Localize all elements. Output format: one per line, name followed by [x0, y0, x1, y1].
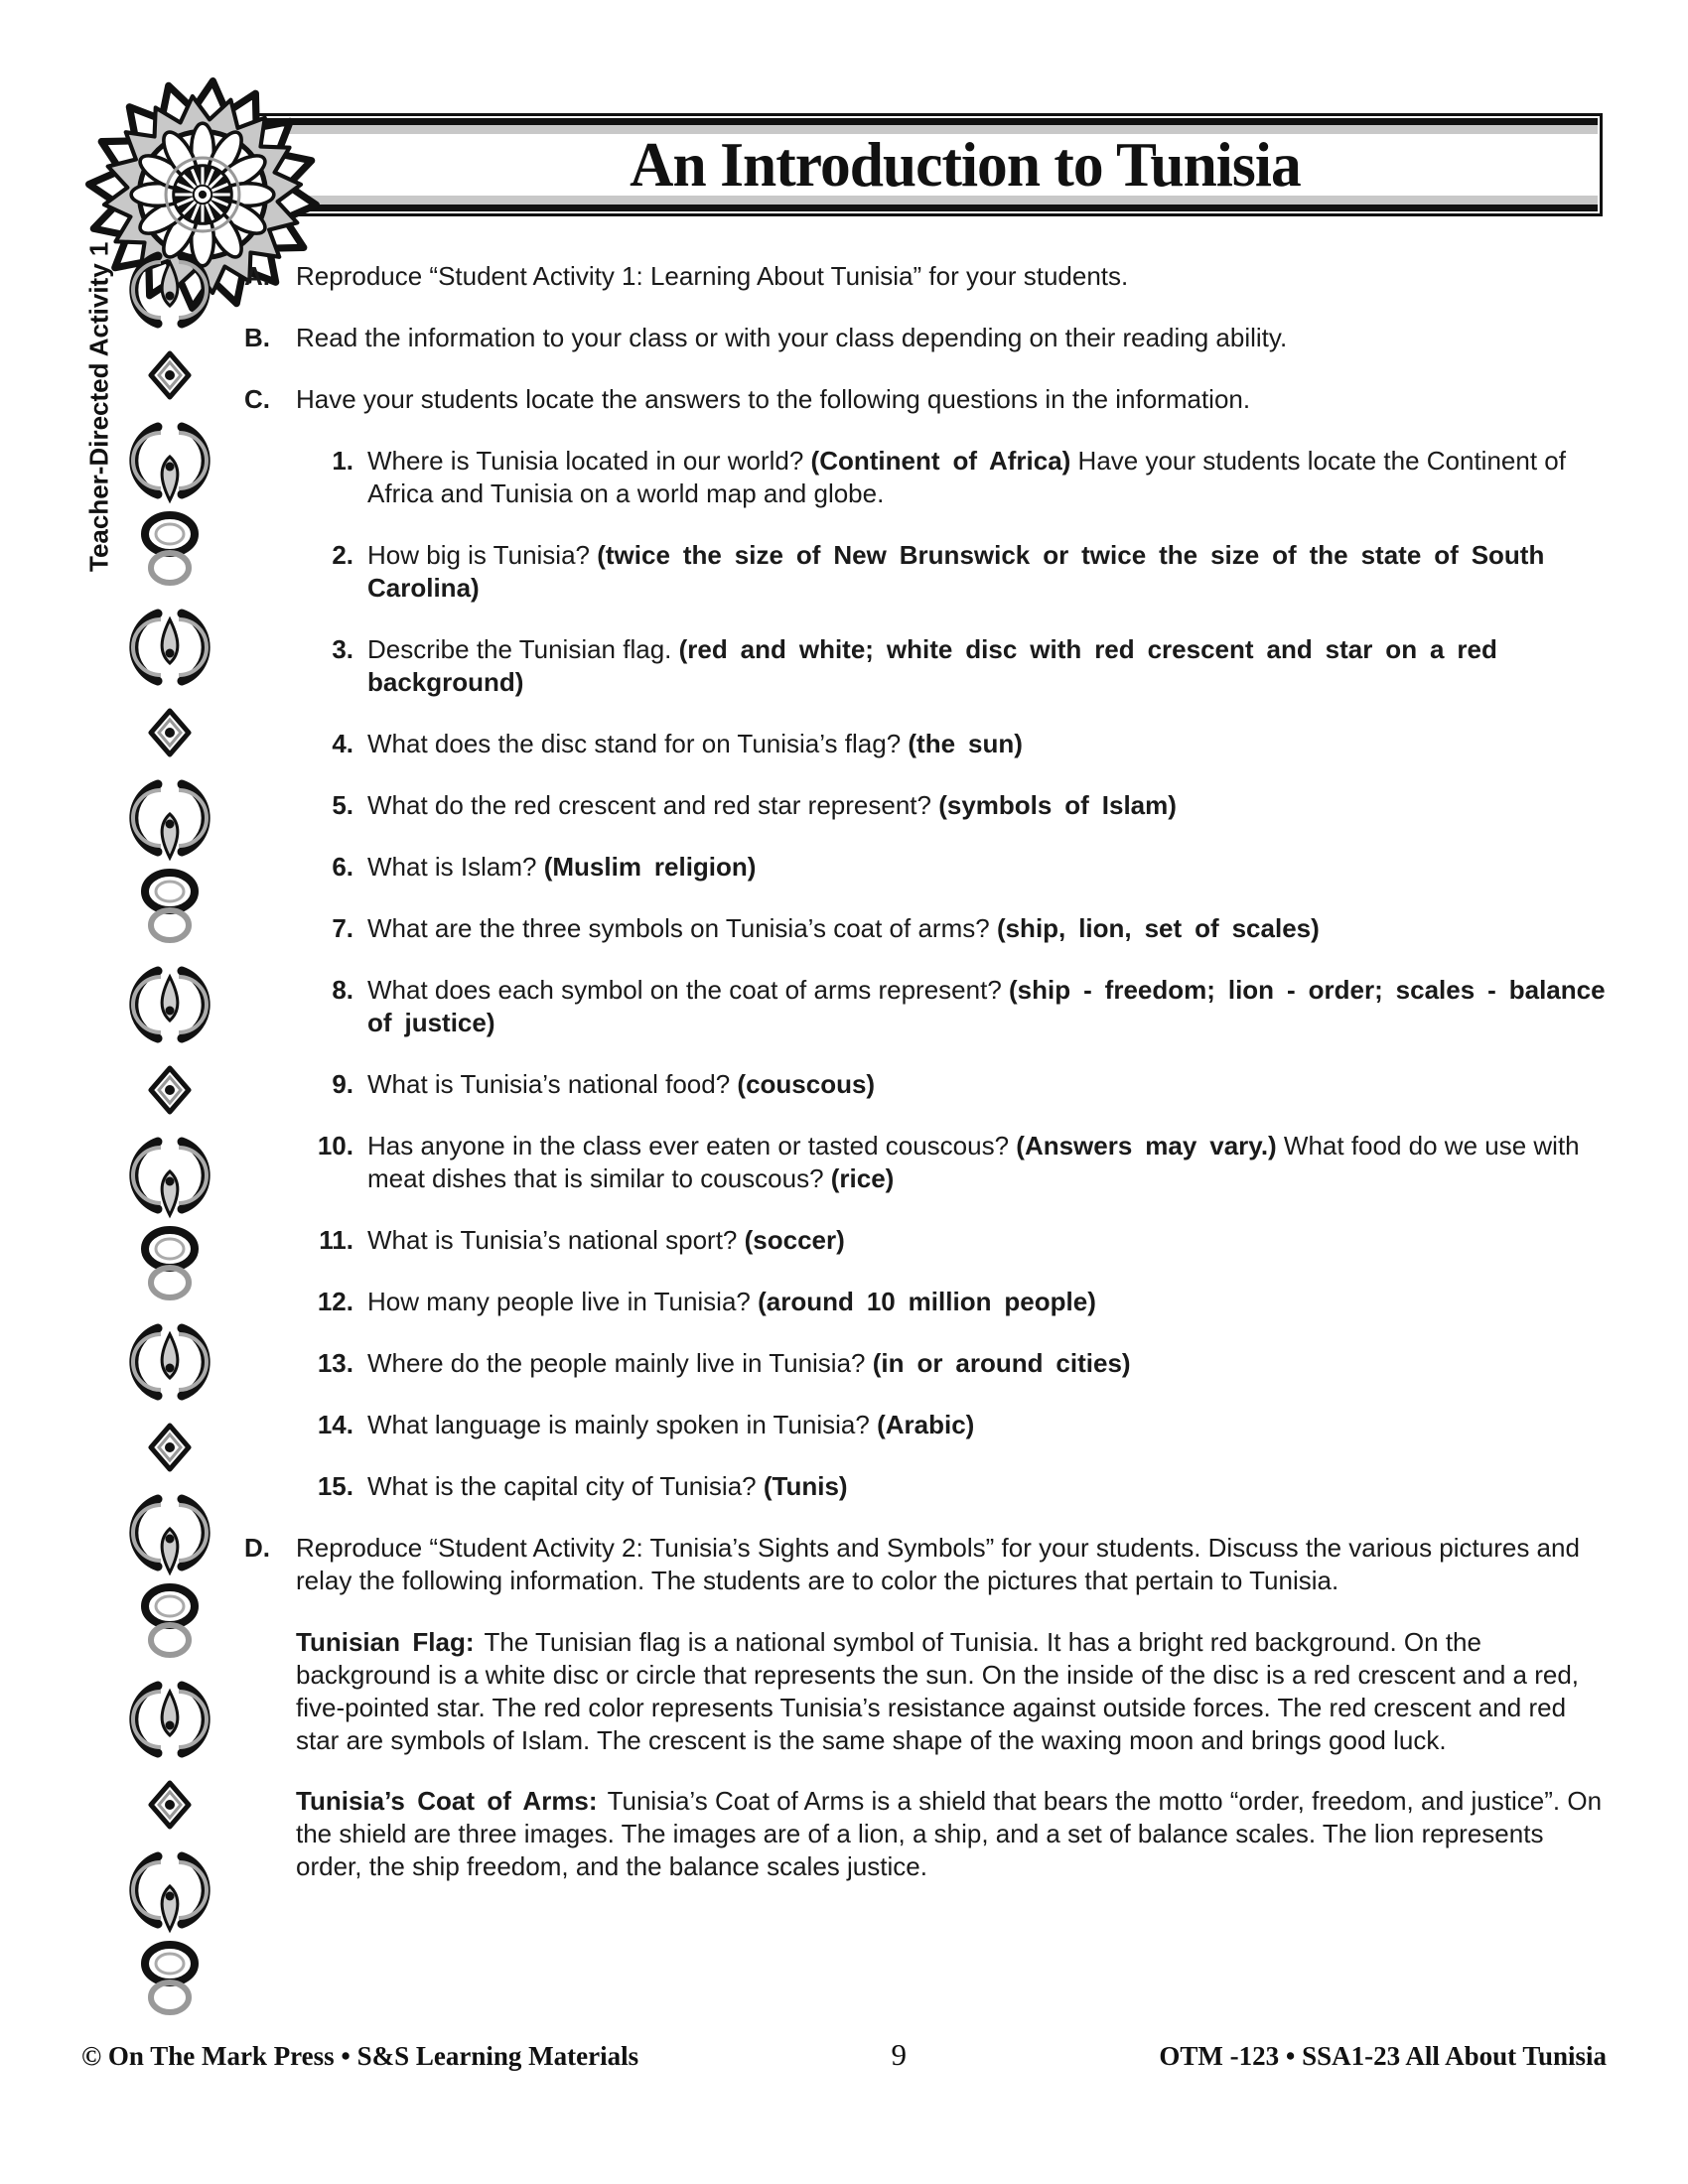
question-number: 10.: [317, 1131, 353, 1160]
question-text-segment: What is Islam?: [367, 852, 544, 882]
question-text: [367, 445, 1607, 510]
question-item: [302, 974, 1607, 1039]
question-text-segment: What is Tunisia’s national sport?: [367, 1225, 745, 1255]
question-text: [367, 912, 1607, 945]
answer-text: (symbols of Islam): [938, 790, 1177, 820]
question-text-segment: Have your students locate the answers to the following questions in the information.: [296, 384, 1251, 414]
question-item: [302, 1286, 1607, 1318]
question-item: [302, 1409, 1607, 1441]
question-text: [367, 1224, 1607, 1257]
question-text: [367, 1470, 1607, 1503]
question-text-segment: What are the three symbols on Tunisia’s coat of arms?: [367, 913, 997, 943]
question-text-segment: Describe the Tunisian flag.: [367, 634, 679, 664]
question-number: 5.: [332, 790, 353, 820]
answer-text: (twice the size of New Brunswick or twice the size of the state of South Carolina): [367, 540, 1545, 603]
title-banner-band: [215, 125, 1598, 205]
instruction-letter: D.: [244, 1533, 270, 1563]
question-item: [302, 912, 1607, 945]
question-number: 14.: [317, 1410, 353, 1439]
instruction-item: [244, 260, 1607, 293]
question-text-segment: Where do the people mainly live in Tunisia?: [367, 1348, 873, 1378]
question-item: [302, 445, 1607, 510]
question-text-segment: What food do we use with meat dishes that is similar to couscous?: [367, 1131, 1580, 1193]
question-text-segment: Have your students locate the Continent of Africa and Tunisia on a world map and globe.: [367, 446, 1566, 508]
instruction-text: [296, 322, 1607, 354]
info-paragraph-text: Tunisia’s Coat of Arms is a shield that bears the motto “order, freedom, and justice”. On the shield are three images. The images are of a lion, a ship, and a set of balance scales. The lion represents order, the ship freedom, and the balance scales justice.: [296, 1786, 1603, 1881]
question-item: [302, 1470, 1607, 1503]
question-text: [367, 789, 1607, 822]
page-footer: [81, 2037, 1607, 2073]
question-text: [367, 728, 1607, 760]
instruction-letter: C.: [244, 384, 270, 414]
answer-text: (around 10 million people): [758, 1287, 1096, 1316]
question-number: 9.: [332, 1069, 353, 1099]
question-text: [367, 633, 1607, 699]
question-number: 3.: [332, 634, 353, 664]
instruction-letter: B.: [244, 323, 270, 352]
ornamental-border-icon: [125, 244, 214, 2031]
instruction-item-d: [244, 1532, 1607, 1597]
answer-text: (the sun): [908, 729, 1023, 758]
question-text-segment: Reproduce “Student Activity 2: Tunisia’s Sights and Symbols” for your students. Discuss the various pictures and relay the following information. The students are to color the pictures that pertain to Tunisia.: [296, 1533, 1580, 1595]
question-number: 7.: [332, 913, 353, 943]
question-item: [302, 1130, 1607, 1195]
question-number: 1.: [332, 446, 353, 476]
info-paragraph: [296, 1785, 1607, 1883]
question-item: [302, 1224, 1607, 1257]
answer-text: (red and white; white disc with red crescent and star on a red background): [367, 634, 1497, 697]
question-number: 11.: [319, 1225, 353, 1255]
info-paragraph-label: Tunisian Flag:: [296, 1627, 475, 1657]
question-number: 4.: [332, 729, 353, 758]
info-paragraph: [296, 1626, 1607, 1757]
content-area: [244, 260, 1607, 1911]
instruction-text: [296, 1532, 1607, 1597]
question-list: [302, 445, 1607, 1503]
question-text-segment: Reproduce “Student Activity 1: Learning About Tunisia” for your students.: [296, 261, 1129, 291]
instruction-item: [244, 1532, 1607, 1597]
question-text: [367, 1130, 1607, 1195]
footer-product-code: OTM -123 • SSA1-23 All About Tunisia: [1159, 2041, 1607, 2071]
question-number: 2.: [332, 540, 353, 570]
answer-text: (Answers may vary.): [1016, 1131, 1277, 1160]
question-text: [367, 1409, 1607, 1441]
question-text-segment: What language is mainly spoken in Tunisia?: [367, 1410, 878, 1439]
answer-text: (Arabic): [877, 1410, 975, 1439]
question-number: 12.: [317, 1287, 353, 1316]
question-text-segment: What is the capital city of Tunisia?: [367, 1471, 764, 1501]
question-text-segment: Has anyone in the class ever eaten or tasted couscous?: [367, 1131, 1017, 1160]
title-banner: [211, 113, 1603, 216]
instruction-text: [296, 383, 1607, 416]
question-text-segment: What does each symbol on the coat of arms represent?: [367, 975, 1010, 1005]
question-number: 6.: [332, 852, 353, 882]
page-title: An Introduction to Tunisia: [630, 129, 1301, 200]
question-text-segment: How many people live in Tunisia?: [367, 1287, 759, 1316]
answer-text: (ship - freedom; lion - order; scales - balance of justice): [367, 975, 1606, 1037]
question-text: [367, 1286, 1607, 1318]
answer-text: (Muslim religion): [543, 852, 757, 882]
question-item: [302, 728, 1607, 760]
info-paragraph-label: Tunisia’s Coat of Arms:: [296, 1786, 598, 1816]
question-text-segment: What does the disc stand for on Tunisia’s flag?: [367, 729, 909, 758]
answer-text: (ship, lion, set of scales): [996, 913, 1320, 943]
instruction-letter: A.: [244, 261, 270, 291]
title-banner-rule: [215, 118, 1598, 211]
footer-publisher: © On The Mark Press • S&S Learning Materials: [81, 2041, 639, 2071]
question-text-segment: What do the red crescent and red star represent?: [367, 790, 939, 820]
answer-text: (Continent of Africa): [810, 446, 1071, 476]
instruction-item: [244, 322, 1607, 354]
question-text: [367, 851, 1607, 884]
instruction-list: [244, 260, 1607, 416]
question-item: [302, 1347, 1607, 1380]
answer-text: (rice): [830, 1163, 895, 1193]
answer-text: (in or around cities): [872, 1348, 1131, 1378]
question-text: [367, 1068, 1607, 1101]
question-number: 13.: [317, 1348, 353, 1378]
info-paragraph-text: The Tunisian flag is a national symbol of Tunisia. It has a bright red background. On the background is a white disc or circle that represents the sun. On the inside of the disc is a red crescent and a red, five-pointed star. The red color represents Tunisia’s resistance against outside forces. The red crescent and red star are symbols of Islam. The crescent is the same shape of the waxing moon and brings good luck.: [296, 1627, 1580, 1755]
footer-page-number: 9: [891, 2037, 908, 2072]
question-text: [367, 539, 1607, 605]
answer-text: (Tunis): [763, 1471, 848, 1501]
info-paragraphs: [296, 1626, 1607, 1883]
question-number: 15.: [317, 1471, 353, 1501]
instruction-item: [244, 383, 1607, 416]
question-item: [302, 1068, 1607, 1101]
question-text-segment: Where is Tunisia located in our world?: [367, 446, 811, 476]
question-item: [302, 539, 1607, 605]
instruction-text: [296, 260, 1607, 293]
question-text-segment: How big is Tunisia?: [367, 540, 598, 570]
question-text: [367, 974, 1607, 1039]
answer-text: (soccer): [744, 1225, 845, 1255]
question-text-segment: Read the information to your class or with your class depending on their reading ability.: [296, 323, 1288, 352]
question-item: [302, 851, 1607, 884]
answer-text: (couscous): [737, 1069, 876, 1099]
question-number: 8.: [332, 975, 353, 1005]
question-text-segment: What is Tunisia’s national food?: [367, 1069, 738, 1099]
question-item: [302, 789, 1607, 822]
question-text: [367, 1347, 1607, 1380]
question-item: [302, 633, 1607, 699]
sidebar-activity-label: Teacher-Directed Activity 1: [83, 241, 114, 572]
